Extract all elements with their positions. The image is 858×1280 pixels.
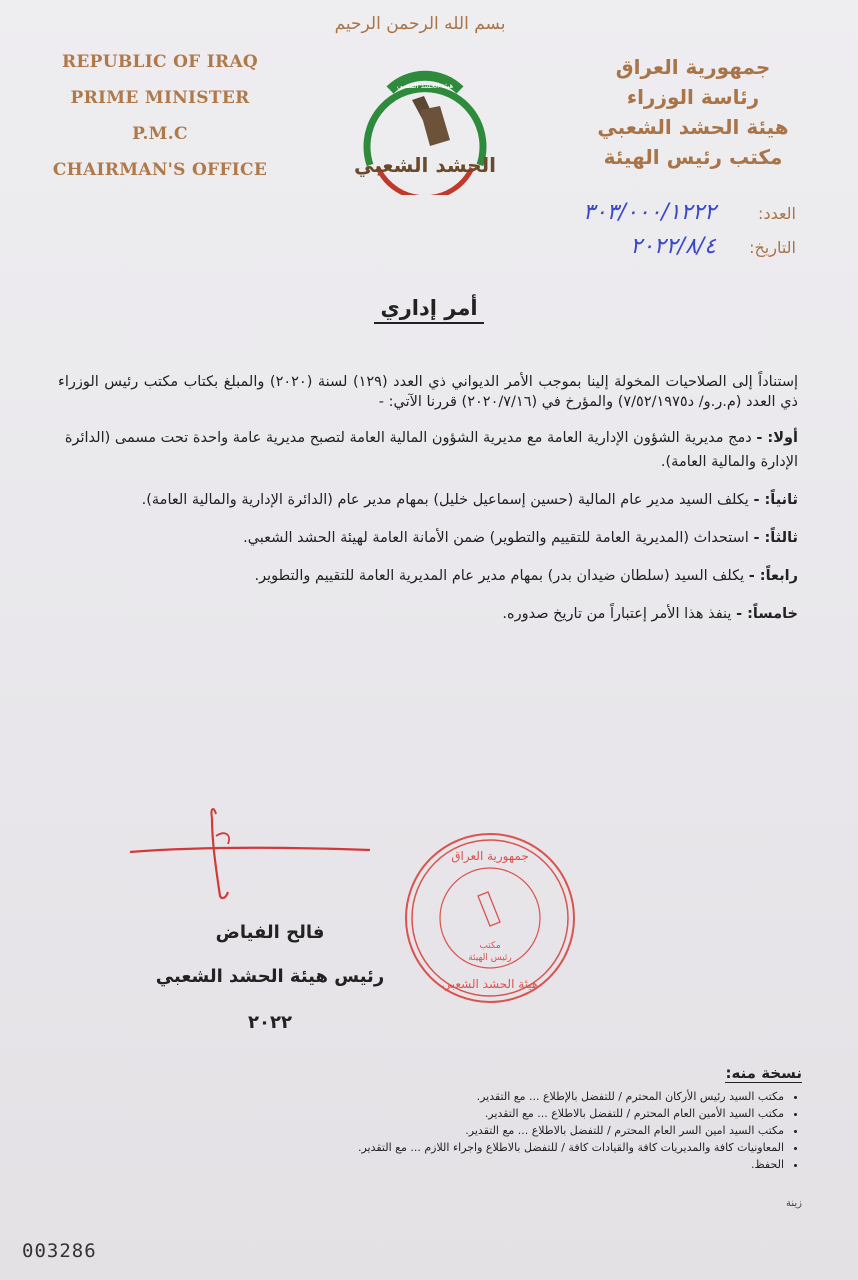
preamble-line: لسنة (٢٠٢٠) والمبلغ بكتاب مكتب رئيس الوزراء ذي العدد (م.ر.و/ د٧/٥٢/١٩٧٥) [58, 374, 798, 410]
item-label: ثانياً: - [753, 492, 798, 508]
svg-text:هيئة الحشد الشعبي: هيئة الحشد الشعبي [441, 977, 539, 991]
reference-date-row [536, 234, 796, 268]
item-label: خامساً: - [736, 606, 798, 622]
letterhead-line: PRIME MINISTER [70, 88, 250, 108]
copies-list [124, 1088, 802, 1173]
copies-heading: نسخة منه: [725, 1064, 802, 1082]
list-item: • المعاونيات كافة والمديريات كافة والقيادات كافة / للتفضل بالاطلاع واجراء اللازم ... مع التقدير. [124, 1139, 784, 1156]
list-item: • مكتب السيد رئيس الأركان المحترم / للتفضل بالإطلاع ... مع التقدير. [124, 1088, 784, 1105]
item-label: أولا: - [756, 430, 798, 446]
document-body [58, 372, 798, 626]
date-label: التاريخ: [749, 238, 796, 257]
letterhead-line: P.M.C [132, 124, 188, 144]
serial-number: 003286 [22, 1240, 97, 1262]
letterhead-line: رئاسة الوزراء [626, 85, 760, 109]
handwritten-signature [120, 800, 380, 910]
letterhead-line: هيئة الحشد الشعبي [597, 115, 789, 139]
order-item [58, 564, 798, 588]
official-stamp-icon [402, 830, 578, 1006]
item-label: ثالثاً: - [753, 530, 798, 546]
item-text: يكلف السيد (سلطان ضيدان بدر) بمهام مدير عام المديرية العامة للتقييم والتطوير. [254, 568, 745, 584]
english-letterhead [40, 44, 280, 188]
number-label: العدد: [758, 204, 796, 223]
svg-text:مكتب: مكتب [479, 941, 501, 951]
item-text: استحداث (المديرية العامة للتقييم والتطوير) ضمن الأمانة العامة لهيئة الحشد الشعبي. [243, 530, 749, 546]
letterhead-line: مكتب رئيس الهيئة [603, 145, 783, 169]
letterhead-line: REPUBLIC OF IRAQ [61, 52, 259, 72]
list-item: • مكتب السيد امين السر العام المحترم / للتفضل بالاطلاع ... مع التقدير. [124, 1122, 784, 1139]
signatory-name: فالح الفياض [215, 922, 325, 943]
letterhead-line: CHAIRMAN'S OFFICE [52, 160, 268, 180]
order-item [58, 526, 798, 550]
letterhead-line: جمهورية العراق [615, 55, 771, 79]
item-label: رابعاً: - [748, 568, 798, 584]
item-text: يكلف السيد مدير عام المالية (حسين إسماعيل خليل) بمهام مدير عام (الدائرة الإدارية والمالية العامة). [141, 492, 749, 508]
order-item [58, 488, 798, 512]
order-item [58, 426, 798, 474]
bismillah: بسم الله الرحمن الرحيم [334, 14, 506, 34]
svg-text:هيئة الحشد الشعبي: هيئة الحشد الشعبي [396, 82, 454, 90]
signatory-title: رئيس هيئة الحشد الشعبي [155, 966, 385, 987]
list-item: • مكتب السيد الأمين العام المحترم / للتفضل بالاطلاع ... مع التقدير. [124, 1105, 784, 1122]
order-item [58, 602, 798, 626]
item-text: ينفذ هذا الأمر إعتباراً من تاريخ صدوره. [502, 606, 732, 622]
reference-block [536, 200, 796, 268]
typist-initials: زينة [786, 1198, 802, 1209]
number-value: ٣٠٣/٠٠٠/١٢٢٢ [583, 200, 716, 225]
item-text: دمج مديرية الشؤون الإدارية العامة مع مديرية الشؤون المالية العامة لتصبح مديرية عامة واحدة تحت مسمى (الدائرة الإدارة والمالية العامة). [64, 430, 798, 470]
pmf-logo-icon [350, 60, 500, 195]
preamble [58, 372, 798, 412]
preamble-line: إستناداً إلى الصلاحيات المخولة إلينا بموجب الأمر الديواني ذي العدد (١٢٩) [352, 374, 799, 390]
document-title: أمر إداري [374, 296, 484, 324]
signature-year: ٢٠٢٢ [248, 1012, 292, 1033]
arabic-letterhead [578, 52, 808, 172]
svg-text:جمهورية العراق: جمهورية العراق [451, 849, 529, 863]
date-value: ٢٠٢٢/٨/٤ [630, 234, 716, 259]
svg-text:الحشد الشعبي: الحشد الشعبي [353, 153, 497, 177]
list-item: • الحفظ. [124, 1156, 784, 1173]
reference-number-row [536, 200, 796, 234]
svg-text:رئيس الهيئة: رئيس الهيئة [468, 953, 512, 963]
preamble-line: والمؤرخ في (٢٠٢٠/٧/١٦) قررنا الآتي: - [378, 394, 614, 410]
